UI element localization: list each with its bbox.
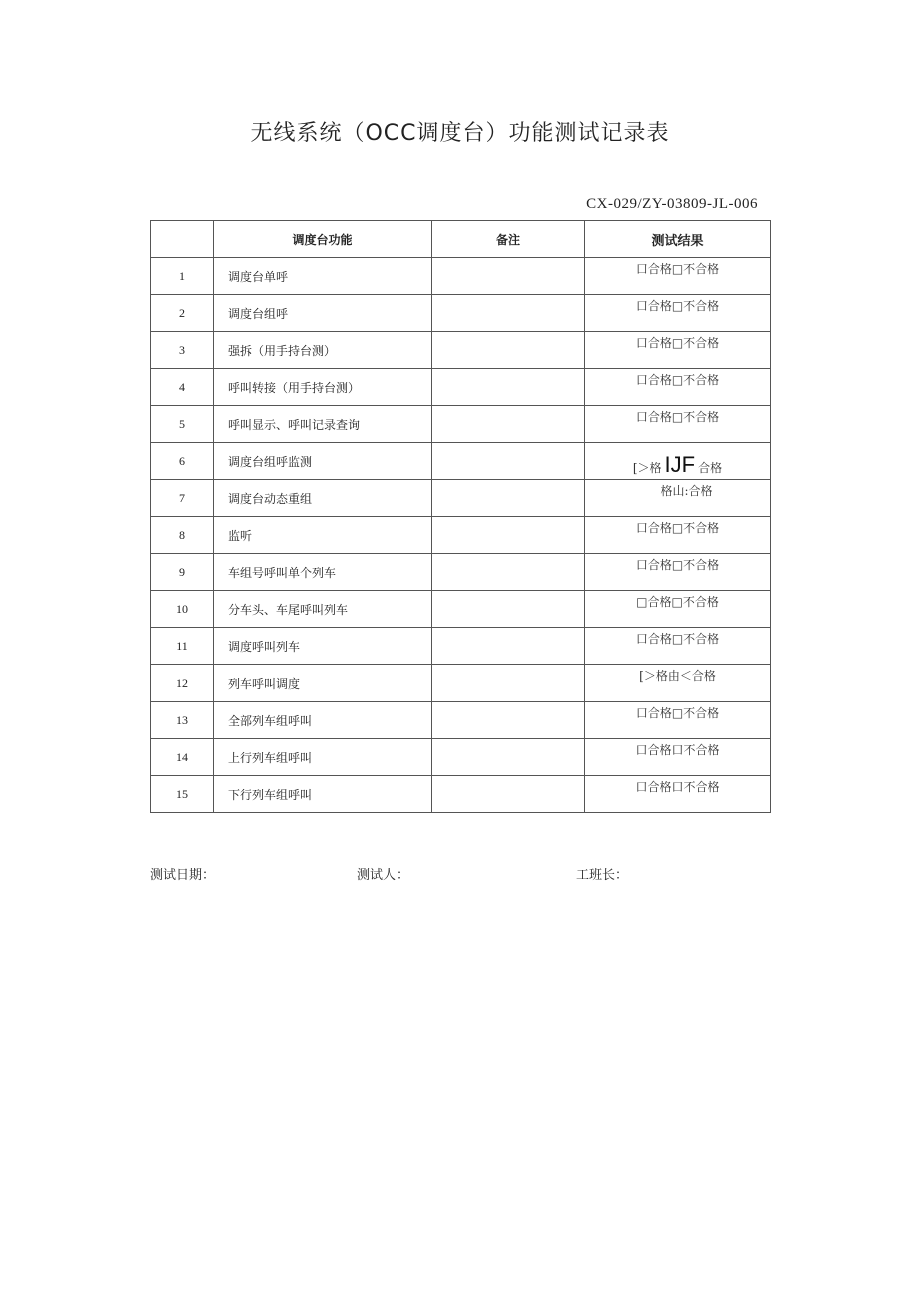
table-row (151, 332, 771, 369)
result-options: 口合格□不合格 (635, 632, 720, 646)
result-options: [＞格由＜合格 (639, 669, 716, 683)
header-result: 测试结果 (585, 221, 771, 258)
row-remarks[interactable] (432, 628, 585, 665)
document-title: 无线系统（OCC调度台）功能测试记录表 (250, 121, 670, 146)
row-number: 1 (151, 258, 214, 295)
row-remarks[interactable] (432, 739, 585, 776)
row-number: 3 (151, 332, 214, 369)
table-header-row (151, 221, 771, 258)
row-remarks[interactable] (432, 332, 585, 369)
row-function: 呼叫显示、呼叫记录查询 (214, 406, 432, 443)
row-number: 15 (151, 776, 214, 813)
row-result[interactable] (585, 776, 771, 813)
result-options: 口合格□不合格 (635, 373, 720, 387)
row-function: 分车头、车尾呼叫列车 (214, 591, 432, 628)
table-row (151, 776, 771, 813)
row-function: 调度台单呼 (214, 258, 432, 295)
row-result[interactable] (585, 369, 771, 406)
result-options: 口合格口不合格 (635, 780, 720, 794)
row-number: 2 (151, 295, 214, 332)
row-number: 12 (151, 665, 214, 702)
row-function: 强拆（用手持台测） (214, 332, 432, 369)
table-row (151, 702, 771, 739)
result-options: □合格□不合格 (636, 595, 719, 609)
row-number: 10 (151, 591, 214, 628)
row-result[interactable] (585, 739, 771, 776)
header-no (151, 221, 214, 258)
row-number: 8 (151, 517, 214, 554)
row-number: 13 (151, 702, 214, 739)
header-function: 调度台功能 (214, 221, 432, 258)
table-row (151, 295, 771, 332)
row-function: 调度台组呼 (214, 295, 432, 332)
row-number: 14 (151, 739, 214, 776)
row-function: 调度台组呼监测 (214, 443, 432, 480)
foreman-label: 工班长： (576, 868, 629, 883)
row-remarks[interactable] (432, 554, 585, 591)
table-row (151, 258, 771, 295)
row-function: 列车呼叫调度 (214, 665, 432, 702)
test-date-label: 测试日期： (150, 868, 216, 883)
row-remarks[interactable] (432, 517, 585, 554)
row-result[interactable] (585, 258, 771, 295)
table-row (151, 406, 771, 443)
result-options: 口合格□不合格 (635, 336, 720, 350)
row-result[interactable] (585, 443, 771, 480)
row-remarks[interactable] (432, 591, 585, 628)
table-row (151, 554, 771, 591)
row-number: 9 (151, 554, 214, 591)
document-number: CX-029/ZY-03809-JL-006 (586, 196, 758, 212)
row-result[interactable] (585, 406, 771, 443)
row-remarks[interactable] (432, 665, 585, 702)
row-result[interactable] (585, 665, 771, 702)
row-function: 全部列车组呼叫 (214, 702, 432, 739)
row-function: 呼叫转接（用手持台测） (214, 369, 432, 406)
result-prefix: [＞格 (632, 461, 662, 475)
result-options: 格山:合格 (660, 484, 713, 498)
table-row (151, 369, 771, 406)
row-function: 监听 (214, 517, 432, 554)
row-function: 调度台动态重组 (214, 480, 432, 517)
table-row (151, 480, 771, 517)
test-record-table (150, 220, 771, 813)
result-options: 口合格□不合格 (635, 706, 720, 720)
result-options: 口合格□不合格 (635, 299, 720, 313)
handwritten-mark: IJF (664, 452, 696, 477)
row-result[interactable] (585, 295, 771, 332)
table-row (151, 517, 771, 554)
table-row (151, 665, 771, 702)
row-function: 下行列车组呼叫 (214, 776, 432, 813)
row-function: 车组号呼叫单个列车 (214, 554, 432, 591)
row-remarks[interactable] (432, 443, 585, 480)
header-remarks: 备注 (432, 221, 585, 258)
row-number: 4 (151, 369, 214, 406)
row-result[interactable] (585, 517, 771, 554)
row-number: 6 (151, 443, 214, 480)
table-row (151, 739, 771, 776)
result-options: 口合格□不合格 (635, 262, 720, 276)
row-remarks[interactable] (432, 776, 585, 813)
row-number: 7 (151, 480, 214, 517)
row-number: 5 (151, 406, 214, 443)
result-options: 口合格口不合格 (635, 743, 720, 757)
row-result[interactable] (585, 702, 771, 739)
tester-label: 测试人： (357, 868, 410, 883)
row-number: 11 (151, 628, 214, 665)
row-remarks[interactable] (432, 702, 585, 739)
row-function: 上行列车组呼叫 (214, 739, 432, 776)
result-options (585, 452, 770, 478)
row-result[interactable] (585, 628, 771, 665)
row-function: 调度呼叫列车 (214, 628, 432, 665)
row-result[interactable] (585, 480, 771, 517)
row-remarks[interactable] (432, 258, 585, 295)
table-row (151, 628, 771, 665)
result-options: 口合格□不合格 (635, 410, 720, 424)
table-row (151, 443, 771, 480)
result-suffix: 合格 (698, 461, 723, 475)
row-remarks[interactable] (432, 406, 585, 443)
row-remarks[interactable] (432, 480, 585, 517)
row-result[interactable] (585, 591, 771, 628)
result-options: 口合格□不合格 (635, 521, 720, 535)
row-result[interactable] (585, 332, 771, 369)
row-result[interactable] (585, 554, 771, 591)
table-row (151, 591, 771, 628)
row-remarks[interactable] (432, 369, 585, 406)
row-remarks[interactable] (432, 295, 585, 332)
result-options: 口合格□不合格 (635, 558, 720, 572)
